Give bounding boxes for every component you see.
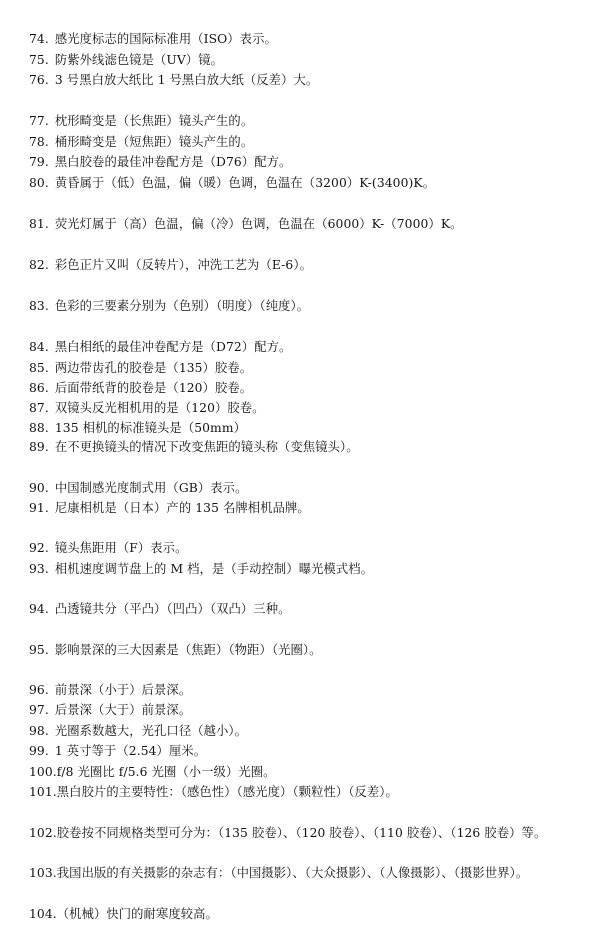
list-item bbox=[29, 132, 595, 153]
item-text: 后面带纸背的胶卷是（120）胶卷。 bbox=[54, 381, 253, 395]
item-text: 两边带齿孔的胶卷是（135）胶卷。 bbox=[54, 361, 253, 375]
list-item bbox=[29, 640, 595, 661]
list-item bbox=[29, 823, 595, 844]
item-number: 93. bbox=[29, 562, 49, 576]
item-text: 枕形畸变是（长焦距）镜头产生的。 bbox=[54, 114, 254, 128]
item-number: 81. bbox=[29, 217, 49, 231]
item-text: 尼康相机是（日本）产的 135 名牌相机品牌。 bbox=[54, 501, 310, 515]
item-text: 黄昏属于（低）色温，偏（暖）色调，色温在（3200）K-(3400)K。 bbox=[54, 176, 436, 190]
item-number: 90. bbox=[29, 481, 49, 495]
item-text: 色彩的三要素分别为（色别）（明度）（纯度）。 bbox=[54, 299, 310, 313]
list-item bbox=[29, 599, 595, 620]
item-number: 92. bbox=[29, 541, 49, 555]
item-text: 双镜头反光相机用的是（120）胶卷。 bbox=[54, 401, 265, 415]
item-number: 75. bbox=[29, 53, 49, 67]
item-number: 94. bbox=[29, 602, 49, 616]
item-text: 凸透镜共分（平凸）（凹凸）（双凸）三种。 bbox=[54, 602, 291, 616]
item-text: 桶形畸变是（短焦距）镜头产生的。 bbox=[54, 135, 254, 149]
list-item bbox=[29, 559, 595, 580]
item-text: 彩色正片又叫（反转片），冲洗工艺为（E-6）。 bbox=[54, 258, 312, 272]
item-number: 102. bbox=[29, 826, 57, 840]
item-text: 我国出版的有关摄影的杂志有：（中国摄影）、（大众摄影）、（人像摄影）、（摄影世界）。 bbox=[56, 866, 529, 880]
item-number: 78. bbox=[29, 135, 49, 149]
item-number: 104. bbox=[29, 907, 57, 921]
list-item bbox=[29, 70, 595, 91]
list-item bbox=[29, 337, 595, 358]
item-text: 影响景深的三大因素是（焦距）（物距）（光圈）。 bbox=[54, 643, 322, 657]
list-item bbox=[29, 398, 595, 419]
list-item bbox=[29, 721, 595, 742]
item-number: 86. bbox=[29, 381, 49, 395]
item-number: 89. bbox=[29, 440, 49, 454]
item-number: 97. bbox=[29, 703, 49, 717]
item-number: 87. bbox=[29, 401, 49, 415]
item-number: 79. bbox=[29, 155, 49, 169]
item-text: 胶卷按不同规格类型可分为：（135 胶卷）、（120 胶卷）、（110 胶卷）、（126 胶卷）等。 bbox=[56, 826, 547, 840]
item-number: 74. bbox=[29, 32, 49, 46]
item-number: 77. bbox=[29, 114, 49, 128]
item-number: 83. bbox=[29, 299, 49, 313]
item-text: 中国制感光度制式用（GB）表示。 bbox=[54, 481, 248, 495]
item-text: 135 相机的标准镜头是（50mm） bbox=[54, 421, 246, 435]
list-item bbox=[29, 762, 595, 783]
list-item bbox=[29, 50, 595, 71]
list-item bbox=[29, 498, 595, 519]
item-text: 感光度标志的国际标准用（ISO）表示。 bbox=[54, 32, 277, 46]
item-text: 光圈系数越大，光孔口径（越小）。 bbox=[54, 724, 248, 738]
list-item bbox=[29, 904, 595, 925]
list-item bbox=[29, 255, 595, 276]
list-item bbox=[29, 478, 595, 499]
list-item bbox=[29, 863, 595, 884]
item-number: 76. bbox=[29, 73, 49, 87]
item-number: 99. bbox=[29, 744, 49, 758]
item-number: 91. bbox=[29, 501, 49, 515]
list-item bbox=[29, 111, 595, 132]
list-item bbox=[29, 173, 595, 194]
item-number: 101. bbox=[29, 785, 57, 799]
item-text: 黑白相纸的最佳冲卷配方是（D72）配方。 bbox=[54, 340, 292, 354]
item-number: 82. bbox=[29, 258, 49, 272]
item-text: 相机速度调节盘上的 M 档，是（手动控制）曝光模式档。 bbox=[54, 562, 374, 576]
item-text: 荧光灯属于（高）色温，偏（冷）色调，色温在（6000）K-（7000）K。 bbox=[54, 217, 463, 231]
item-number: 80. bbox=[29, 176, 49, 190]
item-text: 镜头焦距用（F）表示。 bbox=[54, 541, 188, 555]
item-text: 防紫外线滤色镜是（UV）镜。 bbox=[54, 53, 224, 67]
list-item bbox=[29, 418, 595, 439]
list-item bbox=[29, 782, 595, 803]
item-number: 84. bbox=[29, 340, 49, 354]
item-number: 95. bbox=[29, 643, 49, 657]
item-number: 88. bbox=[29, 421, 49, 435]
item-text: 后景深（大于）前景深。 bbox=[54, 703, 192, 717]
item-text: f/8 光圈比 f/5.6 光圈（小一级）光圈。 bbox=[56, 765, 276, 779]
item-text: （机械）快门的耐寒度较高。 bbox=[56, 907, 218, 921]
list-item bbox=[29, 378, 595, 399]
item-text: 1 英寸等于（2.54）厘米。 bbox=[54, 744, 207, 758]
list-item bbox=[29, 358, 595, 379]
item-number: 103. bbox=[29, 866, 57, 880]
item-number: 96. bbox=[29, 683, 49, 697]
list-item bbox=[29, 152, 595, 173]
item-text: 黑白胶卷的最佳冲卷配方是（D76）配方。 bbox=[54, 155, 292, 169]
list-item bbox=[29, 741, 595, 762]
list-item bbox=[29, 437, 595, 458]
list-item bbox=[29, 296, 595, 317]
item-text: 在不更换镜头的情况下改变焦距的镜头称（变焦镜头）。 bbox=[54, 440, 359, 454]
list-item bbox=[29, 538, 595, 559]
list-item bbox=[29, 29, 595, 50]
item-text: 前景深（小于）后景深。 bbox=[54, 683, 192, 697]
item-text: 黑白胶片的主要特性：（感色性）（感光度）（颗粒性）（反差）。 bbox=[56, 785, 398, 799]
list-item bbox=[29, 680, 595, 701]
item-text: 3 号黑白放大纸比 1 号黑白放大纸（反差）大。 bbox=[54, 73, 319, 87]
item-number: 85. bbox=[29, 361, 49, 375]
list-item bbox=[29, 214, 595, 235]
item-number: 98. bbox=[29, 724, 49, 738]
list-item bbox=[29, 700, 595, 721]
item-number: 100. bbox=[29, 765, 57, 779]
